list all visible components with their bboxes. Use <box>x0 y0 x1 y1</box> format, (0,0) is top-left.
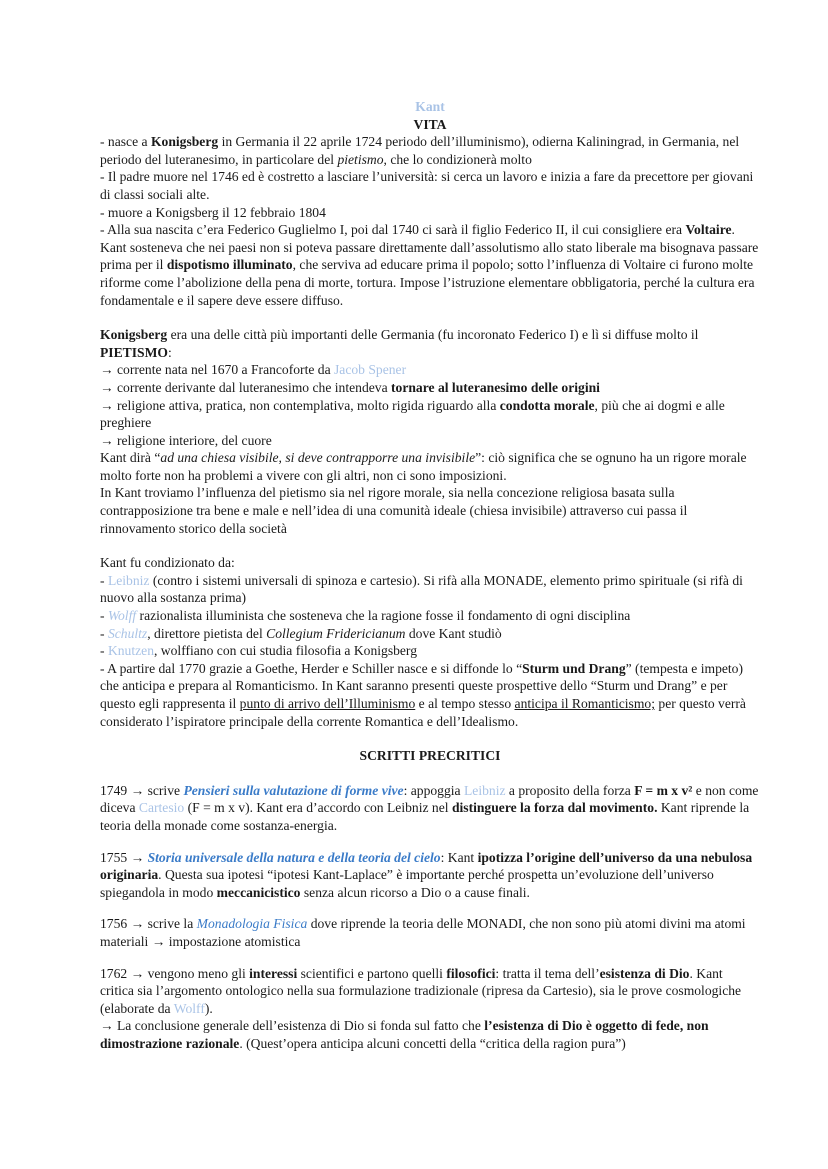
entry-conclusion: → La conclusione generale dell’esistenza di Dio si fonda sul fatto che l’esistenza di Dio è oggetto di fede, non dimostrazione razionale. (Quest’opera anticipa alcuni concetti della “critica della ragion pura”) <box>100 1018 709 1051</box>
paragraph-father: - Il padre muore nel 1746 ed è costretto a lasciare l’università: si cerca un lavoro e inizia a fare da precettore per giovani di classi sociali alte. <box>100 169 754 202</box>
influence-sturm-und-drang: - A partire dal 1770 grazie a Goethe, Herder e Schiller nasce e si diffonde lo “Sturm und Drang” (tempesta e impeto) che anticipa e prepara al Romanticismo. In Kant saranno presenti queste prospettive dello “Sturm und Drang” e per questo egli rappresenta il punto di arrivo dell’Illuminismo e al tempo stesso anticipa il Romanticismo; per questo verrà considerato l’ispiratore principale della corrente Romantica e dell’Idealismo. <box>100 660 746 729</box>
paragraph-quote: Kant dirà “ad una chiesa visibile, si deve contrapporre una invisibile”: ciò significa che se ognuno ha un rigore morale molto forte non ha problemi a vivere con gli altri, non ci sono imposizioni. <box>100 450 747 483</box>
influence-wolff: - Wolff razionalista illuminista che sosteneva che la ragione fosse il fondamento di ogni disciplina <box>100 608 631 624</box>
name-jacob-spener: Jacob Spener <box>334 362 407 378</box>
section-heading-vita: VITA <box>413 116 447 132</box>
paragraph-pietismo-intro: Konigsberg era una delle città più importanti delle Germania (fu incoronato Federico I) e lì si diffuse molto il PIETISMO: <box>100 327 699 360</box>
document-page <box>100 98 760 1053</box>
influence-schultz: - Schultz, direttore pietista del Collegium Fridericianum dove Kant studiò <box>100 625 502 641</box>
influence-leibniz: - Leibniz (contro i sistemi universali di spinoza e cartesio). Si rifà alla MONADE, elemento primo spirituale (si rifà di nuovo alla sostanza prima) <box>100 572 743 606</box>
entry-1762: 1762 → vengono meno gli interessi scientifici e partono quelli filosofici: tratta il tema dell’esistenza di Dio. Kant critica sia l’argomento ontologico nella sua formulazione tradizionale (ripresa da Cartesio), sia le prove cosmologiche (elaborate da Wolff). <box>100 965 742 1016</box>
arrow-item-morals: → religione attiva, pratica, non contemplativa, molto rigida riguardo alla condotta morale, più che ai dogmi e alle preghiere <box>100 397 725 431</box>
influences-intro: Kant fu condizionato da: <box>100 555 235 571</box>
influence-knutzen: - Knutzen, wolffiano con cui studia filosofia a Konigsberg <box>100 643 418 659</box>
arrow-item-heart: → religione interiore, del cuore <box>100 432 272 448</box>
document-title: Kant <box>415 99 445 114</box>
paragraph-death: - muore a Konigsberg il 12 febbraio 1804 <box>100 204 326 220</box>
paragraph-voltaire: - Alla sua nascita c’era Federico Guglielmo I, poi dal 1740 ci sarà il figlio Federico II, il cui consigliere era Voltaire. Kant sosteneva che nei paesi non si poteva passare direttamente dall’assolutismo allo stato liberale ma bisognava passare prima per il dispotismo illuminato, che serviva ad educare prima il popolo; sotto l’influenza di Voltaire ci furono molte riforme come l’abolizione della pena di morte, tortura. Impose l’istruzione elementare obbligatoria, perché la cultura era fondamentale e il sapere deve essere diffuso. <box>100 222 759 308</box>
arrow-item-spener: → corrente nata nel 1670 a Francoforte da Jacob Spener <box>100 362 407 378</box>
entry-1756: 1756 → scrive la Monadologia Fisica dove riprende la teoria delle MONADI, che non sono più atomi divini ma atomi materiali → impostazione atomistica <box>100 916 746 949</box>
paragraph-influence: In Kant troviamo l’influenza del pietismo sia nel rigore morale, sia nella concezione religiosa basata sulla contrapposizione tra bene e male e nell’idea di una comunità ideale (chiesa invisibile) attraverso cui passa il rinnovamento storico della società <box>100 485 688 536</box>
arrow-item-origins: → corrente derivante dal luteranesimo che intendeva tornare al luteranesimo delle origini <box>100 379 600 395</box>
paragraph-birth: - nasce a Konigsberg in Germania il 22 aprile 1724 periodo dell’illuminismo), odierna Kaliningrad, in Germania, nel periodo del luteranesimo, in particolare del pietismo, che lo condizionerà molto <box>100 134 740 167</box>
entry-1749: 1749 → scrive Pensieri sulla valutazione di forme vive: appoggia Leibniz a proposito della forza F = m x v² e non come diceva Cartesio (F = m x v). Kant era d’accordo con Leibniz nel distinguere la forza dal movimento. Kant riprende la teoria della monade come sostanza-energia. <box>100 782 759 833</box>
entry-1755: 1755 → Storia universale della natura e della teoria del cielo: Kant ipotizza l’origine dell’universo da una nebulosa originaria. Questa sua ipotesi “ipotesi Kant-Laplace” è importante perché prospetta un’evoluzione dell’universo spiegandola in modo meccanicistico senza alcun ricorso a Dio o a cause finali. <box>100 849 753 900</box>
section-heading-scritti: SCRITTI PRECRITICI <box>359 748 501 764</box>
